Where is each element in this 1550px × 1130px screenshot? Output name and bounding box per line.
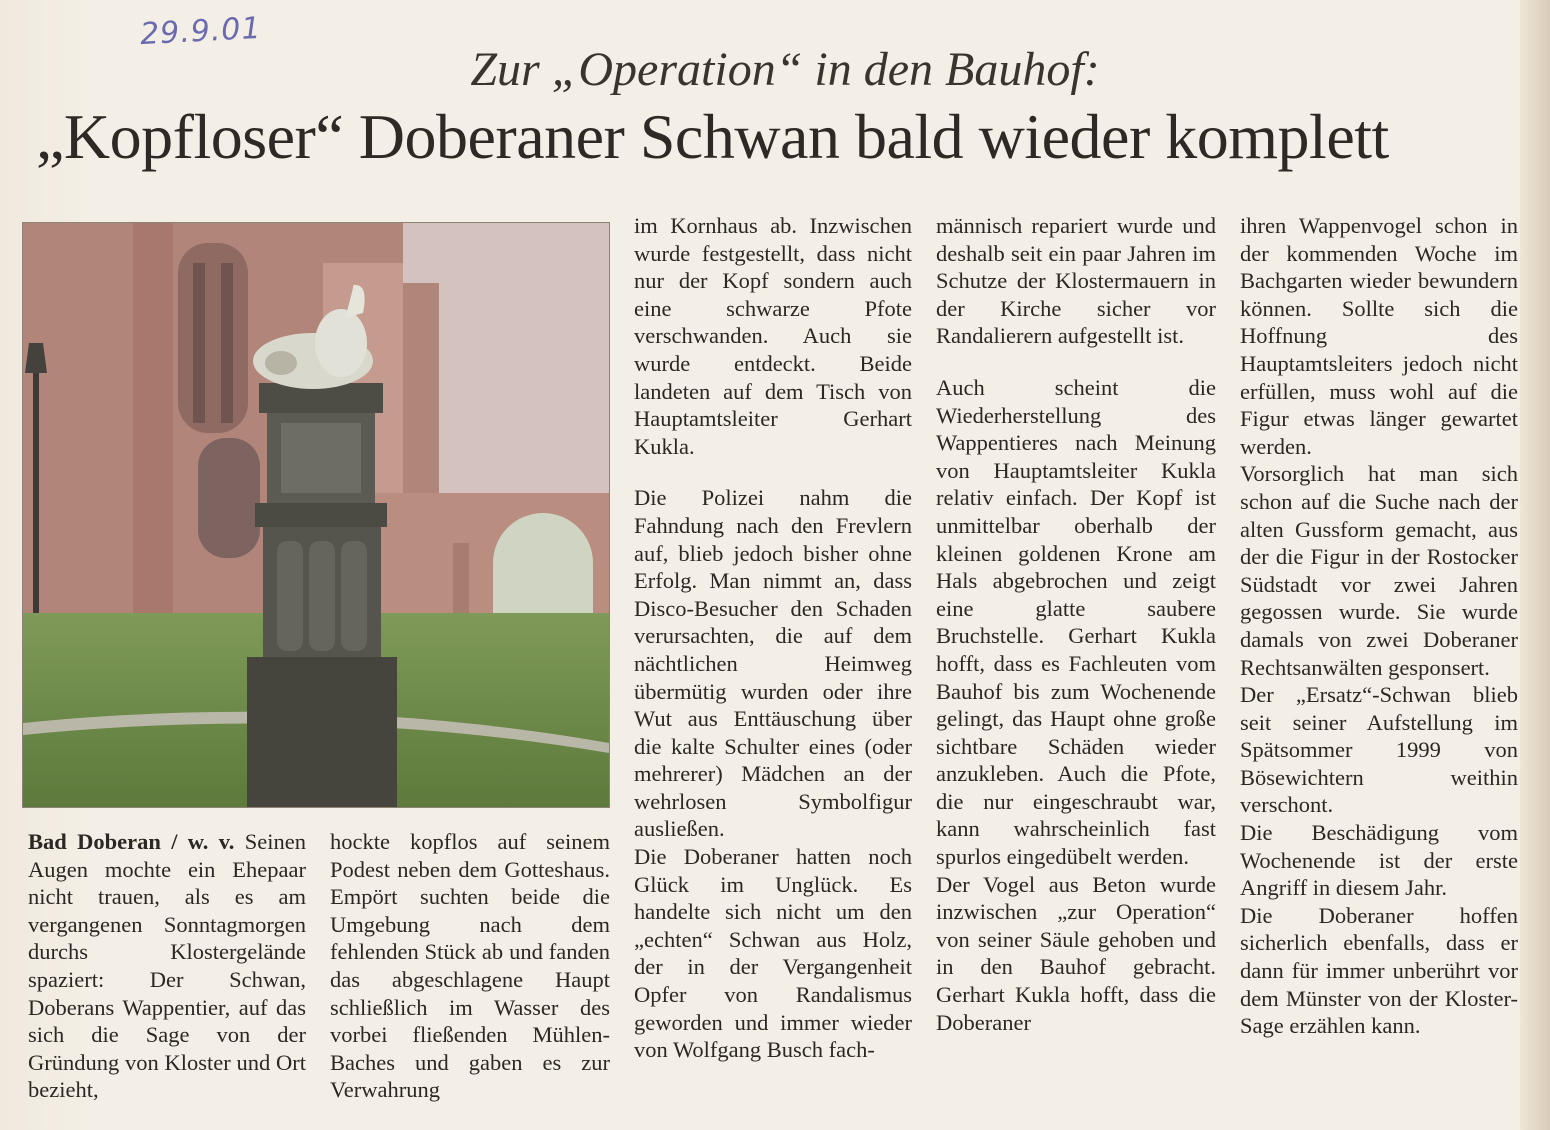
article-headline: „Kopfloser“ Doberaner Schwan bald wieder komplett	[36, 101, 1389, 172]
article-kicker: Zur „Operation“ in den Bauhof:	[470, 43, 1100, 96]
handwritten-date: 29.9.01	[139, 10, 263, 53]
article-column-2	[330, 828, 610, 1104]
paragraph: Der „Ersatz“-Schwan blieb seit seiner Aufstellung im Spätsommer 1999 von Bösewichtern weithin verschont.	[1240, 682, 1518, 818]
paragraph: Die Doberaner hoffen sicherlich ebenfalls, dass er dann für immer unberührt vor dem Münster von der Kloster-Sage erzählen kann.	[1240, 902, 1518, 1039]
paragraph: Vorsorglich hat man sich schon auf die Suche nach der alten Gussform gemacht, aus der die Figur in der Rostocker Südstadt vor zwei Jahren gegossen wurde. Sie wurde damals von zwei Doberaner Rechtsanwälten gesponsert.	[1240, 461, 1518, 680]
paragraph: männisch repariert wurde und deshalb seit ein paar Jahren im Schutze der Klostermauern in der Kirche sicher vor Randalierern aufgestellt ist.	[936, 213, 1216, 349]
paragraph: Der Vogel aus Beton wurde inzwischen „zur Operation“ von seiner Säule gehoben und in den Bauhof gebracht. Gerhart Kukla hofft, dass die Doberaner	[936, 871, 1216, 1035]
paragraph: Auch scheint die Wiederherstellung des Wappentieres nach Meinung von Hauptamtsleiter Kukla relativ einfach. Der Kopf ist unmittelbar oberhalb der kleinen goldenen Krone am Hals abgebrochen und zeigt eine glatte saubere Bruchstelle. Gerhart Kukla hofft, dass es Fachleuten vom Bauhof bis zum Wochenende gelingt, das Haupt ohne große sichtbare Schäden wieder anzukleben. Auch die Pfote, die nur eingeschraubt war, kann wahrscheinlich fast spurlos eingedübelt werden.	[936, 374, 1216, 870]
article-column-3	[634, 212, 912, 1064]
paragraph: ihren Wappenvogel schon in der kommenden Woche im Bachgarten wieder bewundern können. Sollte sich die Hoffnung des Hauptamtsleiters jedoch nicht erfüllen, muss wohl auf die Figur etwas länger gewartet werden.	[1240, 213, 1518, 459]
paragraph: Seinen Augen mochte ein Ehepaar nicht trauen, als es am vergangenen Sonntagmorgen durchs Klostergelände spaziert: Der Schwan, Doberans Wappentier, auf das sich die Sage von der Gründung von Kloster und Ort bezieht,	[28, 829, 306, 1103]
paragraph: im Kornhaus ab. Inzwischen wurde festgestellt, dass nicht nur der Kopf sondern auch eine schwarze Pfote verschwanden. Auch sie wurde entdeckt. Beide landeten auf dem Tisch von Hauptamtsleiter Gerhart Kukla.	[634, 213, 912, 459]
article-column-1	[28, 828, 306, 1104]
paragraph: Die Beschädigung vom Wochenende ist der erste Angriff in diesem Jahr.	[1240, 820, 1518, 901]
dateline: Bad Doberan / w. v.	[28, 829, 235, 854]
paragraph: hockte kopflos auf seinem Podest neben dem Gotteshaus. Empört suchten beide die Umgebung nach dem fehlenden Stück ab und fanden das abgeschlagene Haupt schließlich im Wasser des vorbei fließenden Mühlen-Baches und gaben es zur Verwahrung	[330, 829, 610, 1103]
article-column-5	[1240, 212, 1518, 1040]
article-photo	[22, 222, 610, 808]
article-column-4	[936, 212, 1216, 1036]
paragraph: Die Doberaner hatten noch Glück im Unglück. Es handelte sich nicht um den „echten“ Schwan aus Holz, der in der Vergangenheit Opfer von Randalismus geworden und immer wieder von Wolfgang Busch fach-	[634, 844, 912, 1063]
paragraph: Die Polizei nahm die Fahndung nach den Frevlern auf, blieb jedoch bisher ohne Erfolg. Man nimmt an, dass Disco-Besucher den Schaden verursachten, die auf dem nächtlichen Heimweg übermütig wurden oder ihre Wut aus Enttäuschung über die kalte Schulter eines (oder mehrerer) Mädchen an der wehrlosen Symbolfigur ausließen.	[634, 485, 912, 842]
